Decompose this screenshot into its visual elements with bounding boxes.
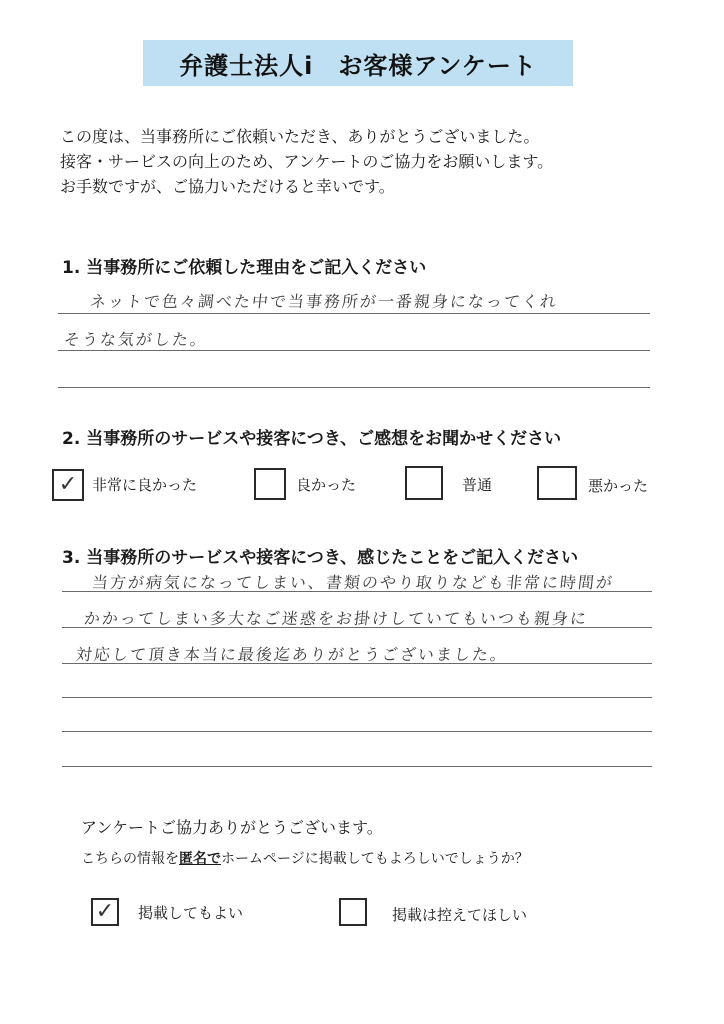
option-checkbox-average[interactable] <box>405 466 443 500</box>
answer-rule <box>62 663 652 664</box>
check-mark-icon: ✓ <box>95 899 115 924</box>
intro-line: お手数ですが、ご協力いただけると幸いです。 <box>60 177 395 196</box>
answer-rule <box>58 350 650 351</box>
question-3-title: 3. 当事務所のサービスや接客につき、感じたことをご記入ください <box>62 548 579 568</box>
publish-option-label: 掲載してもよい <box>138 904 244 922</box>
answer-rule <box>62 627 652 628</box>
publish-question-text: こちらの情報を <box>81 851 179 867</box>
question-1-answer-line: ネットで色々調べた中で当事務所が一番親身になってくれ <box>88 292 559 311</box>
option-label: 普通 <box>462 476 493 494</box>
publish-question-emphasis: 匿名で <box>179 851 221 867</box>
answer-rule <box>58 387 650 388</box>
option-checkbox-very-good[interactable] <box>52 469 84 501</box>
publish-question-text: ホームページに掲載してもよろしいでしょうか？ <box>221 851 529 867</box>
publish-question <box>81 848 529 868</box>
publish-ok-checkbox[interactable] <box>91 898 119 926</box>
check-mark-icon: ✓ <box>58 472 78 497</box>
publish-option-label: 掲載は控えてほしい <box>392 906 528 924</box>
option-checkbox-good[interactable] <box>254 468 286 500</box>
intro-line: 接客・サービスの向上のため、アンケートのご協力をお願いします。 <box>60 152 554 171</box>
intro-line: この度は、当事務所にご依頼いただき、ありがとうございました。 <box>60 127 540 146</box>
answer-rule <box>62 591 652 592</box>
answer-rule <box>62 697 652 698</box>
publish-decline-checkbox[interactable] <box>339 898 367 926</box>
question-3-answer-line: 当方が病気になってしまい、書類のやり取りなども非常に時間が <box>90 573 615 592</box>
answer-rule <box>58 313 650 314</box>
intro-text <box>60 124 553 199</box>
closing-thanks: アンケートご協力ありがとうございます。 <box>81 818 383 837</box>
question-3-answer-line: かかってしまい多大なご迷惑をお掛けしていてもいつも親身に <box>82 609 589 628</box>
question-1-title: 1. 当事務所にご依頼した理由をご記入ください <box>62 258 427 278</box>
option-checkbox-bad[interactable] <box>537 466 577 500</box>
option-label: 良かった <box>296 476 357 494</box>
option-label: 悪かった <box>588 477 649 495</box>
option-label: 非常に良かった <box>92 476 198 494</box>
answer-rule <box>62 731 652 732</box>
question-3-answer-line: 対応して頂き本当に最後迄ありがとうございました。 <box>74 645 509 664</box>
question-2-title: 2. 当事務所のサービスや接客につき、ご感想をお聞かせください <box>62 429 562 449</box>
survey-title: 弁護士法人i お客様アンケート <box>143 40 573 86</box>
answer-rule <box>62 766 652 767</box>
question-1-answer-line: そうな気がした。 <box>62 330 209 349</box>
